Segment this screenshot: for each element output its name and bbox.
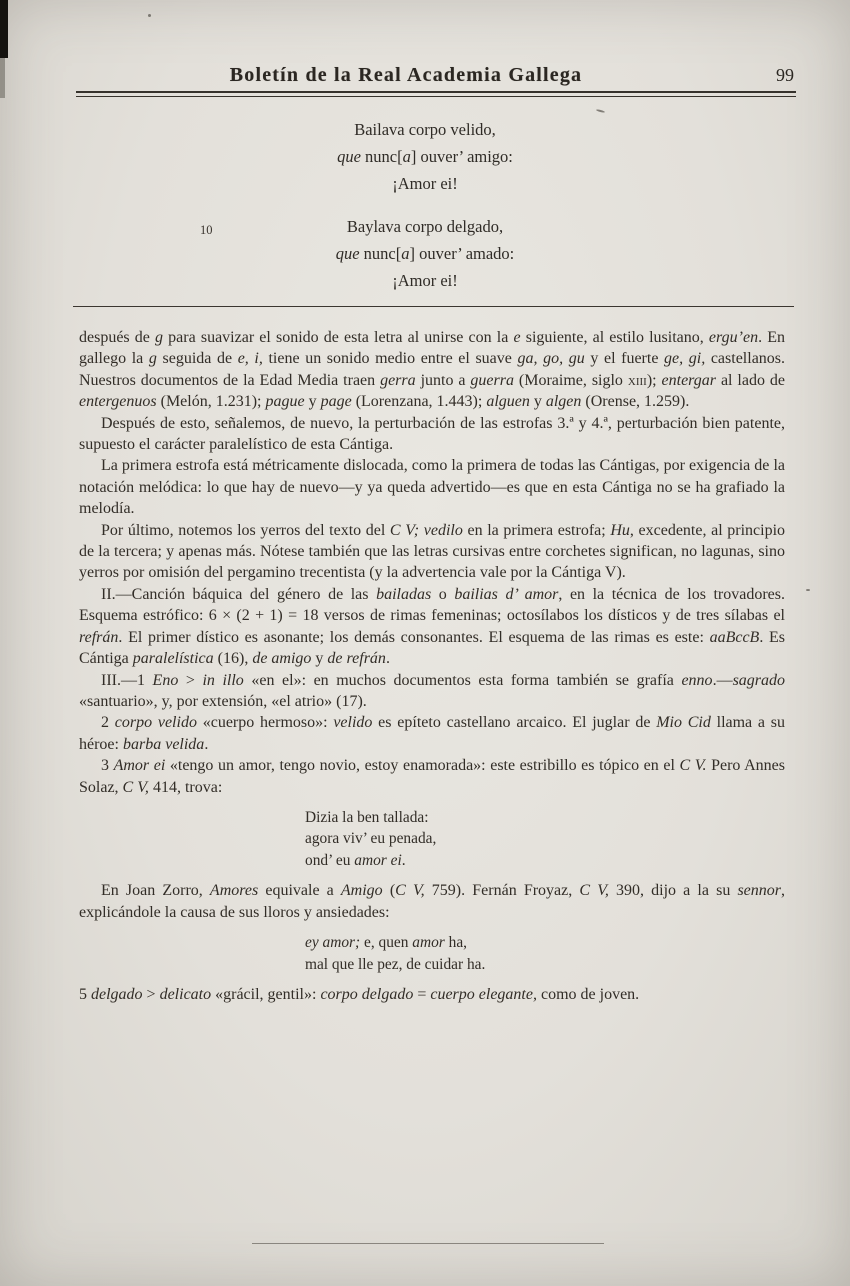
note-paragraph [79, 755, 785, 798]
scan-artifact-line [252, 1243, 604, 1244]
italic-text-run: g [148, 350, 157, 368]
text-run: en la primera estrofa; [462, 521, 611, 539]
italic-text-run: sennor [737, 882, 782, 900]
quoted-verse-line [305, 954, 485, 976]
verse-line [0, 213, 850, 240]
text-run: , explicándole la causa de sus lloros y ansiedades: [79, 882, 786, 921]
italic-text-run: algen [545, 393, 582, 411]
text-run: siguiente, al estilo lusitano, [520, 329, 709, 346]
journal-title: Boletín de la Real Academia Gallega [229, 64, 583, 86]
italic-text-run: page [320, 393, 352, 411]
text-run: «cuerpo hermoso»: [196, 714, 334, 732]
italic-text-run: sagrado [732, 671, 786, 689]
text-run: Pero Annes Solaz, [79, 757, 785, 796]
text-run: y [304, 393, 321, 411]
italic-text-run: Amigo [340, 882, 383, 900]
text-run: 2 [101, 714, 115, 732]
text-run: (Moraime, siglo [513, 371, 628, 389]
text-run: 390, dijo a la su [608, 882, 738, 900]
italic-text-run: cuerpo elegante, [430, 986, 537, 1004]
quoted-verse [305, 807, 436, 872]
italic-text-run: Mio Cid [656, 714, 711, 732]
text-run: como de joven. [536, 986, 640, 1004]
verse-line [0, 170, 850, 197]
quoted-verse-line [305, 828, 436, 850]
text-run: al lado de [716, 371, 786, 389]
page-number: 99 [776, 65, 794, 85]
text-run: agora viv’ eu penada, [305, 830, 437, 848]
italic-text-run: a [401, 244, 410, 263]
text-run: III.—1 [101, 671, 153, 689]
text-run: equivale a [258, 882, 341, 900]
italic-text-run: vedilo [423, 521, 463, 539]
italic-text-run: e [513, 329, 521, 346]
text-run: 759). Fernán Froyaz, [424, 882, 580, 900]
italic-text-run: ga, go, gu [517, 350, 585, 368]
verse-stanza [0, 213, 850, 294]
italic-text-run: amor ei [354, 851, 402, 869]
note-paragraph [79, 670, 785, 713]
italic-text-run: guerra [470, 371, 514, 389]
italic-text-run: in illo [202, 671, 244, 689]
italic-text-run: ge, gi, [664, 350, 706, 368]
italic-text-run: e, i, [237, 350, 263, 368]
text-run: ¡Amor ei! [392, 271, 458, 290]
text-run: después de [79, 329, 156, 346]
italic-text-run: bailadas [376, 585, 432, 603]
scan-speck [148, 14, 151, 17]
italic-text-run: g [155, 329, 164, 346]
text-run: Por último, notemos los yerros del texto del [101, 521, 390, 539]
text-run: 3 [101, 757, 114, 775]
text-run: > [178, 671, 203, 689]
italic-text-run: delgado [91, 986, 143, 1004]
italic-text-run: C V, [579, 882, 609, 900]
note-paragraph [79, 455, 785, 519]
italic-text-run: C V, [122, 778, 149, 796]
text-run: «en el»: en muchos documentos esta forma también se grafía [243, 671, 682, 689]
italic-text-run: barba velida [122, 735, 205, 753]
binding-shadow [0, 0, 8, 58]
italic-text-run: C V. [679, 757, 707, 775]
text-run: . [401, 851, 406, 869]
text-run: ] ouver’ amigo: [410, 147, 513, 166]
verse-line [0, 116, 850, 143]
italic-text-run: C V; [389, 521, 420, 539]
text-run: .— [712, 671, 733, 689]
text-run: Dizia la ben tallada: [305, 808, 429, 826]
text-run: , excedente, al principio de la tercera; y apenas más. Nótese también que las letras cursivas entre corchetes significan, no lagunas, sino yerros por omisión del pergamino trecentista (y la advertencia vale por la Cántiga V). [79, 521, 786, 582]
italic-text-run: que [337, 147, 361, 166]
note-paragraph [79, 327, 785, 413]
text-run: (Melón, 1.231); [156, 393, 266, 411]
text-run: . En gallego la [79, 329, 786, 368]
note-paragraph [79, 712, 785, 755]
italic-text-run: pague [265, 393, 305, 411]
quoted-verse-line [305, 932, 485, 954]
text-run: Bailava corpo velido, [354, 120, 496, 139]
italic-text-run: Eno [152, 671, 179, 689]
italic-text-run: paralelística [132, 650, 214, 668]
text-run: e, quen [360, 934, 413, 952]
italic-text-run: gerra [380, 371, 416, 389]
verse-line [0, 143, 850, 170]
italic-text-run: Hu [610, 521, 630, 539]
text-run: ha, [444, 934, 468, 952]
text-run: castellanos. Nuestros documentos de la Edad Media traen [79, 350, 786, 389]
text-run: ( [382, 882, 396, 900]
italic-text-run: ergu’en [708, 329, 759, 346]
note-paragraph [79, 584, 785, 670]
text-run: es epíteto castellano arcaico. El juglar de [372, 714, 657, 732]
quoted-verse-line [305, 807, 436, 829]
note-paragraph [79, 520, 785, 584]
text-run: . Es Cántiga [79, 628, 786, 668]
text-run: para suavizar el sonido de esta letra al unirse con la [163, 329, 514, 346]
italic-text-run: que [335, 244, 360, 263]
italic-text-run: alguen [486, 393, 530, 411]
text-run: nunc[ [359, 244, 402, 263]
text-run: seguida de [156, 350, 238, 368]
italic-text-run: enno [681, 671, 713, 689]
text-run: La primera estrofa está métricamente dislocada, como la primera de todas las Cántigas, por exigencia de la notación melódica: lo que hay de nuevo—y ya queda advertido—es que en esta Cántiga no se ha grafiado la melodía. [79, 457, 785, 518]
verse-block [0, 116, 850, 294]
italic-text-run: ey amor; [305, 934, 361, 952]
text-run: junto a [415, 371, 471, 389]
scan-speck [806, 589, 810, 591]
italic-text-run: C V, [395, 882, 425, 900]
italic-text-run: aaBccB [709, 628, 760, 646]
italic-text-run: corpo delgado [320, 986, 414, 1004]
italic-text-run: amor [412, 934, 445, 952]
text-run: «grácil, gentil»: [211, 986, 321, 1004]
verse-line [0, 267, 850, 294]
quoted-verse [305, 932, 485, 975]
text-run: , en la técnica de los trovadores. Esquema estrófico: 6 × (2 + 1) = 18 versos de rimas femeninas; octosílabos los dísticos y de tres sílabas el [79, 585, 786, 625]
text-run: = [413, 986, 431, 1004]
text-run: tiene un sonido medio entre el suave [262, 350, 518, 368]
text-run: En Joan Zorro, [101, 882, 210, 900]
italic-text-run: a [402, 147, 411, 166]
italic-text-run: delicato [159, 986, 212, 1004]
text-run: «tengo un amor, tengo novio, estoy enamorada»: este estribillo es tópico en el [165, 757, 680, 775]
text-run: y [529, 393, 546, 411]
text-run: 5 [79, 986, 91, 1004]
note-paragraph [79, 413, 785, 456]
note-paragraph [79, 984, 785, 1005]
verse-line [0, 240, 850, 267]
text-run: > [142, 986, 160, 1004]
italic-text-run: Amor ei [113, 757, 166, 775]
page-header [82, 64, 794, 87]
note-paragraph [79, 880, 785, 923]
text-run: ); [646, 371, 662, 389]
italic-text-run: velido [333, 714, 373, 732]
text-run: ¡Amor ei! [392, 174, 458, 193]
text-run: llama a su héroe: [79, 714, 786, 753]
italic-text-run: entergenuos [79, 393, 157, 411]
italic-text-run: refrán [79, 628, 119, 646]
text-run: (Lorenzana, 1.443); [351, 393, 487, 411]
notes-section [79, 327, 785, 1006]
text-run: ] ouver’ amado: [409, 244, 515, 263]
italic-text-run: bailias d’ amor [454, 585, 559, 603]
header-rule [76, 91, 796, 97]
text-run: . [204, 735, 209, 753]
text-run: . El primer dístico es asonante; los demás consonantes. El esquema de las rimas es este: [118, 628, 710, 646]
text-run: II.—Canción báquica del género de las [101, 585, 377, 603]
text-run: Baylava corpo delgado, [346, 217, 504, 236]
text-run: (16), [213, 650, 253, 668]
scan-speck [596, 109, 605, 113]
text-run: . [385, 650, 390, 668]
text-run: nunc[ [360, 147, 403, 166]
text-run: y [311, 650, 328, 668]
text-run: 414, trova: [148, 778, 223, 796]
italic-text-run: de amigo [252, 650, 312, 668]
text-run: Después de esto, señalemos, de nuevo, la perturbación de las estrofas 3.ª y 4.ª, perturbación bien patente, supuesto el carácter paralelístico de esta Cántiga. [79, 414, 785, 454]
text-run: xiii [627, 371, 647, 389]
italic-text-run: entergar [661, 371, 717, 389]
text-run: ond’ eu [305, 851, 355, 869]
italic-text-run: corpo velido [114, 714, 197, 732]
footnote-divider [73, 306, 794, 307]
verse-stanza [0, 116, 850, 197]
verse-line-number: 10 [200, 223, 213, 237]
quoted-verse-line [305, 850, 436, 872]
text-run: y el fuerte [584, 350, 665, 368]
text-run: (Orense, 1.259). [581, 393, 690, 411]
text-run: mal que lle pez, de cuidar ha. [305, 955, 486, 973]
text-run: o [431, 585, 455, 603]
italic-text-run: de refrán [327, 650, 386, 668]
binding-shadow-fade [0, 58, 5, 98]
text-run: «santuario», y, por extensión, «el atrio» (17). [79, 692, 367, 710]
italic-text-run: Amores [209, 882, 259, 900]
